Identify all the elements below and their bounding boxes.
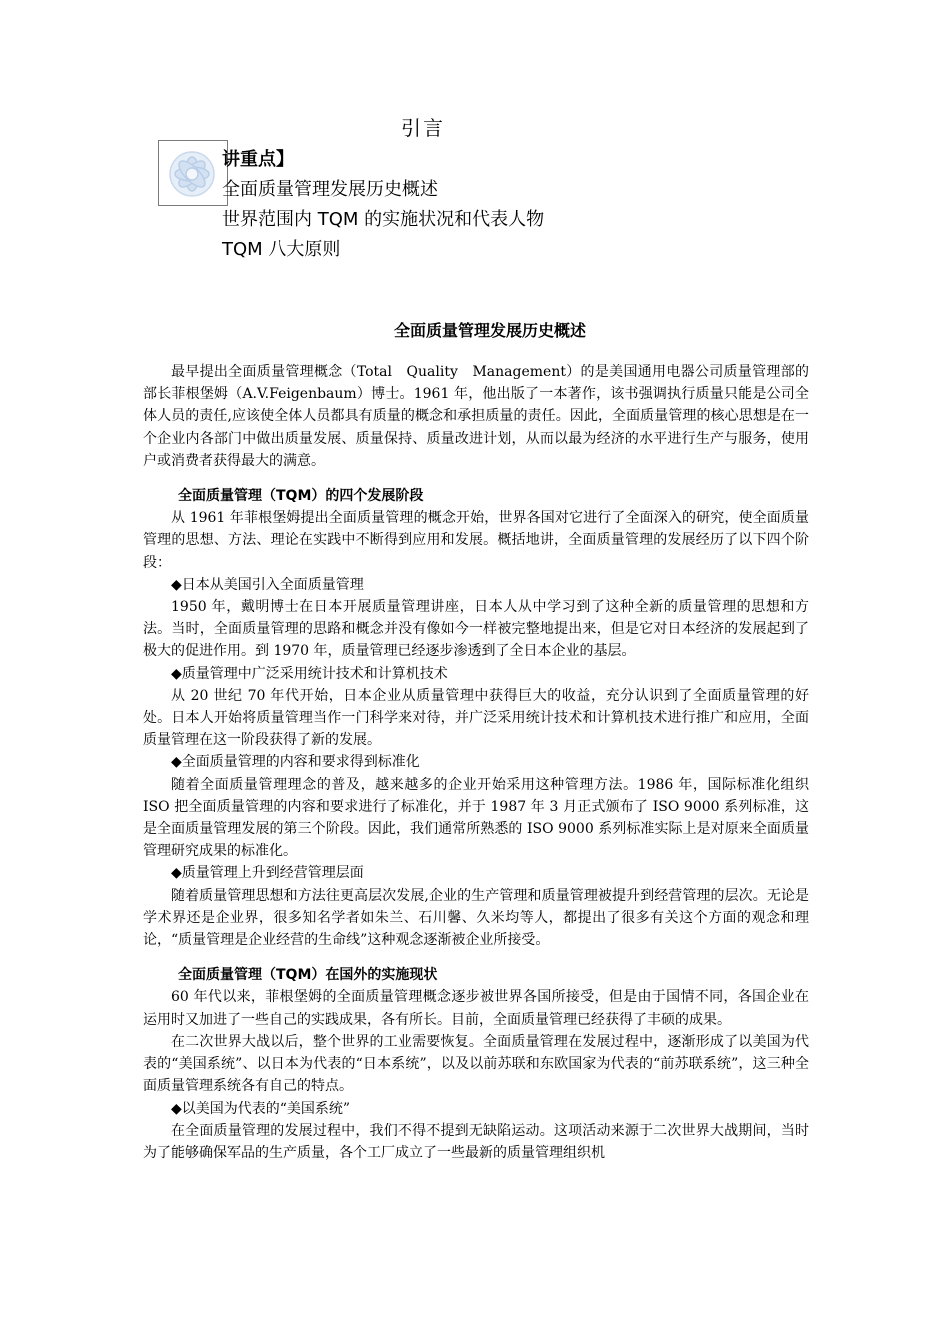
key-point-item: 世界范围内 TQM 的实施状况和代表人物 xyxy=(222,209,545,230)
key-points-heading: 讲重点】 xyxy=(222,149,294,170)
document-body xyxy=(143,361,809,1164)
intro-paragraph: 最早提出全面质量管理概念（Total Quality Management）的是美国通用电器公司质量管理部的部长菲根堡姆（A.V.Feigenbaum）博士。1961 年，他出版了一本著作，该书强调执行质量只能是公司全体人员的责任,应该使全体人员都具有质量的概念和承担质量的责任。因此，全面质量管理的核心思想是在一个企业内各部门中做出质量发展、质量保持、质量改进计划，从而以最为经济的水平进行生产与服务，使用户或消费者获得最大的满意。 xyxy=(143,364,809,469)
abroad-bullet-paragraph: 在全面质量管理的发展过程中，我们不得不提到无缺陷运动。这项活动来源于二次世界大战期间，当时为了能够确保军品的生产质量，各个工厂成立了一些最新的质量管理组织机 xyxy=(143,1122,809,1161)
stage-paragraph: 从 20 世纪 70 年代开始，日本企业从质量管理中获得巨大的收益，充分认识到了全面质量管理的好处。日本人开始将质量管理当作一门科学来对待，并广泛采用统计技术和计算机技术进行推广和应用，全面质量管理在这一阶段获得了新的发展。 xyxy=(143,687,809,749)
stage-bullet: ◆质量管理中广泛采用统计技术和计算机技术 xyxy=(171,665,448,682)
key-points xyxy=(222,145,544,265)
key-point-item: TQM 八大原则 xyxy=(222,239,341,260)
section-title: 全面质量管理发展历史概述 xyxy=(393,321,586,340)
stages-intro: 从 1961 年菲根堡姆提出全面质量管理的概念开始，世界各国对它进行了全面深入的研究，使全面质量管理的思想、方法、理论在实践中不断得到应用和发展。概括地讲，全面质量管理的发展经历了以下四个阶段： xyxy=(143,510,809,571)
stage-bullet: ◆质量管理上升到经营管理层面 xyxy=(171,865,364,882)
abroad-paragraph: 在二次世界大战以后，整个世界的工业需要恢复。全面质量管理在发展过程中，逐渐形成了以美国为代表的“美国系统”、以日本为代表的“日本系统”，以及以前苏联和东欧国家为代表的“前苏联系统”，这三种全面质量管理系统各有自己的特点。 xyxy=(143,1033,809,1095)
abroad-bullet: ◆以美国为代表的“美国系统” xyxy=(171,1100,351,1117)
page-title: 引言 xyxy=(401,116,445,140)
stage-bullet: ◆日本从美国引入全面质量管理 xyxy=(171,576,364,593)
stage-paragraph: 随着全面质量管理理念的普及，越来越多的企业开始采用这种管理方法。1986 年，国际标准化组织 ISO 把全面质量管理的内容和要求进行了标准化，并于 1987 年 3 月正式颁布了 ISO 9000 系列标准，这是全面质量管理发展的第三个阶段。因此，我们通常所熟悉的 ISO 9000 系列标准实际上是对原来全面质量管理研究成果的标准化。 xyxy=(143,776,809,860)
stage-paragraph: 随着质量管理思想和方法往更高层次发展,企业的生产管理和质量管理被提升到经营管理的层次。无论是学术界还是企业界，很多知名学者如朱兰、石川馨、久米均等人，都提出了很多有关这个方面的观念和理论，“质量管理是企业经营的生命线”这种观念逐渐被企业所接受。 xyxy=(143,887,809,949)
abroad-paragraph: 60 年代以来，菲根堡姆的全面质量管理概念逐步被世界各国所接受，但是由于国情不同，各国企业在运用时又加进了一些自己的实践成果，各有所长。目前，全面质量管理已经获得了丰硕的成果。 xyxy=(143,989,809,1028)
key-point-item: 全面质量管理发展历史概述 xyxy=(222,179,438,200)
stage-paragraph: 1950 年，戴明博士在日本开展质量管理讲座，日本人从中学习到了这种全新的质量管理的思想和方法。当时，全面质量管理的思路和概念并没有像如今一样被完整地提出来，但是它对日本经济的发展起到了极大的促进作用。到 1970 年，质量管理已经逐步渗透到了全日本企业的基层。 xyxy=(143,599,809,660)
logo-image xyxy=(158,140,228,206)
stages-heading: 全面质量管理（TQM）的四个发展阶段 xyxy=(178,488,424,505)
stage-bullet: ◆全面质量管理的内容和要求得到标准化 xyxy=(171,754,420,771)
abroad-heading: 全面质量管理（TQM）在国外的实施现状 xyxy=(178,967,438,984)
